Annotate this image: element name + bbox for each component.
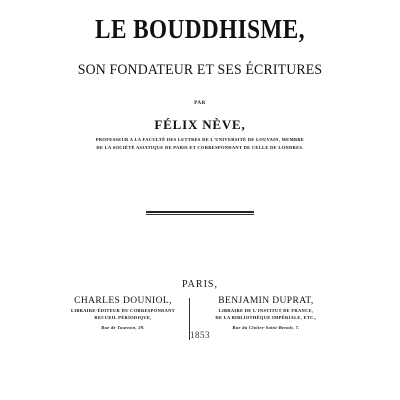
publisher-left-line1: LIBRAIRE-ÉDITEUR DU CORRESPONDANT: [71, 308, 175, 313]
publisher-right: [192, 296, 340, 330]
by-label: PAR: [194, 101, 206, 106]
author-credentials-line-1: PROFESSEUR A LA FACULTÉ DES LETTRES DE L'UNIVERSITÉ DE LOUVAIN, MEMBRE: [95, 137, 305, 142]
author-name: FÉLIX NÈVE,: [154, 117, 246, 132]
author-credentials-line-2: DE LA SOCIÉTÉ ASIATIQUE DE PARIS ET CORRESPONDANT DE CELLE DE LONDRES.: [96, 145, 304, 150]
publisher-left-address: Rue de Tournon, 29.: [101, 325, 145, 330]
decorative-rule: [146, 211, 254, 216]
publisher-right-line2: DE LA BIBLIOTHÈQUE IMPÉRIALE, ETC.,: [215, 315, 317, 320]
publication-place: PARIS,: [182, 279, 218, 290]
book-title: LE BOUDDHISME,: [95, 14, 305, 44]
publisher-right-address: Rue du Cloître-Saint-Benoît, 7.: [232, 325, 300, 330]
publisher-right-line1: LIBRAIRE DE L'INSTITUT DE FRANCE,: [218, 308, 314, 313]
publisher-left: [60, 296, 186, 330]
rule-thick-line: [146, 211, 254, 213]
publisher-right-name: BENJAMIN DUPRAT,: [218, 296, 314, 306]
publisher-left-line2: RECUEIL PÉRIODIQUE,: [94, 315, 152, 320]
publication-year: 1853: [190, 330, 210, 340]
publisher-left-name: CHARLES DOUNIOL,: [74, 296, 172, 306]
rule-thin-line: [146, 214, 254, 215]
book-subtitle: SON FONDATEUR ET SES ÉCRITURES: [77, 62, 323, 78]
